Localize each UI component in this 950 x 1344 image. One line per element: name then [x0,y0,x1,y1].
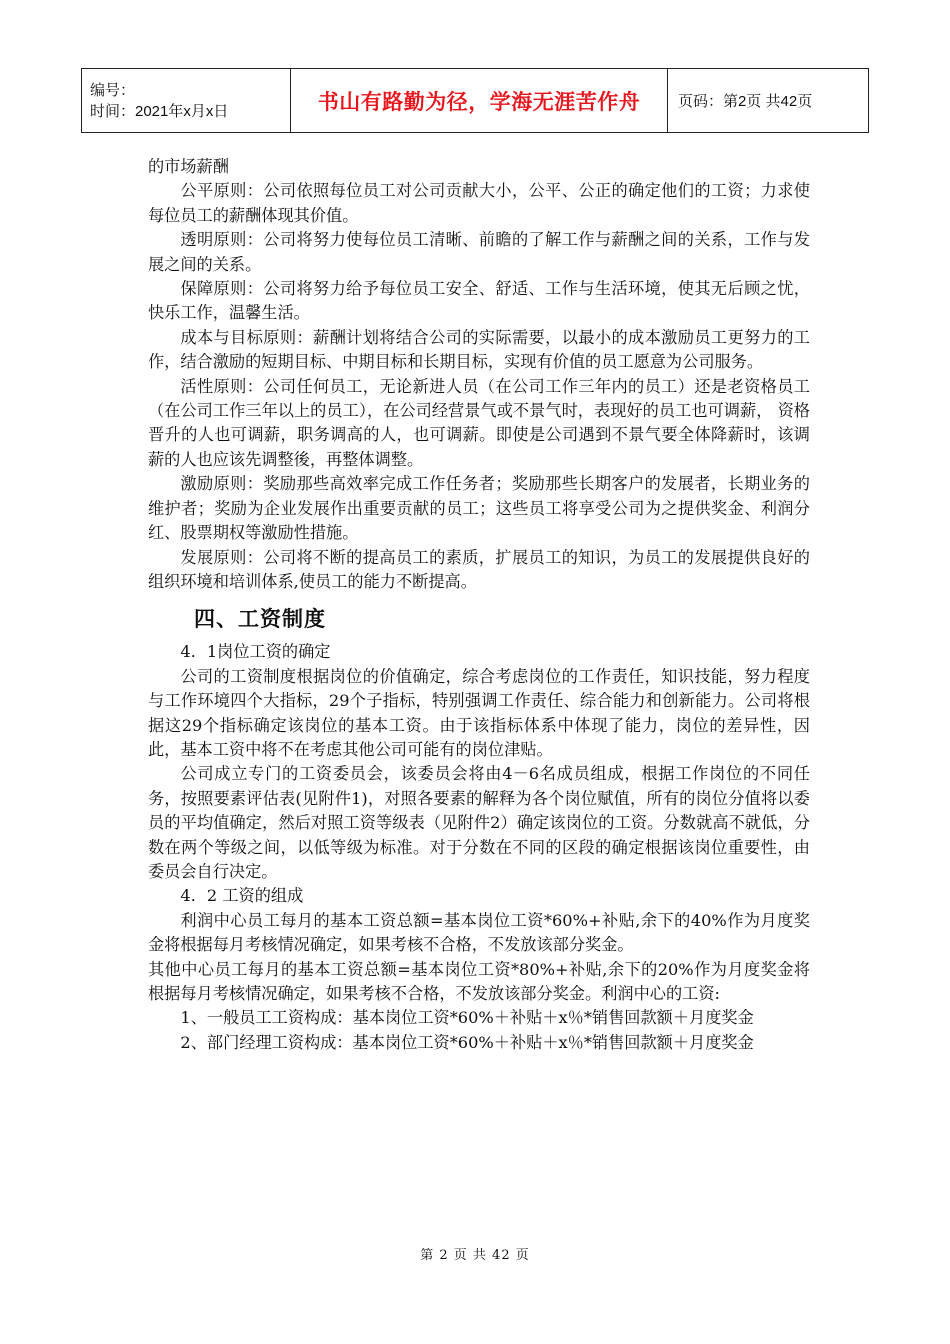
page-footer: 第 2 页 共 42 页 [420,1248,530,1263]
paragraph: 成本与目标原则：薪酬计划将结合公司的实际需要，以最小的成本激励员工更努力的工作，结合激励的短期目标、中期目标和长期目标，实现有价值的员工愿意为公司服务。 [148,327,810,372]
paragraph: 公司成立专门的工资委员会，该委员会将由4－6名成员组成，根据工作岗位的不同任务，按照要素评估表(见附件1)，对照各要素的解释为各个岗位赋值，所有的岗位分值将以委员的平均值确定，然后对照工资等级表（见附件2）确定该岗位的工资。分数就高不就低，分数在两个等级之间，以低等级为标准。对于分数在不同的区段的确定根据该岗位重要性，由委员会自行决定。 [148,764,810,881]
document-number-label: 编号： [90,81,136,99]
paragraph: 活性原则：公司任何员工，无论新进人员（在公司工作三年内的员工）还是老资格员工（在公司工作三年以上的员工），在公司经营景气或不景气时，表现好的员工也可调薪， 资格晋升的人也可调薪，职务调高的人，也可调薪。即使是公司遇到不景气要全体降薪时，该调薪的人也应该先调整後，再整体调整。 [148,376,810,469]
document-body [148,155,810,1055]
paragraph: 公司的工资制度根据岗位的价值确定，综合考虑岗位的工作责任，知识技能，努力程度与工作环境四个大指标，29个子指标，特别强调工作责任、综合能力和创新能力。公司将根据这29个指标确定该岗位的基本工资。由于该指标体系中体现了能力，岗位的差异性，因此，基本工资中将不在考虑其他公司可能有的岗位津贴。 [148,666,810,759]
document-date-label: 时间：2021年x月x日 [90,102,229,120]
subsection-heading: 4．2 工资的组成 [180,886,304,906]
header-page-label: 页码：第2页 共42页 [668,69,869,133]
paragraph: 1、一般员工工资构成：基本岗位工资*60%＋补贴＋x％*销售回款额＋月度奖金 [180,1008,754,1028]
header-motto: 书山有路勤为径，学海无涯苦作舟 [291,69,668,133]
section-heading: 四、工资制度 [194,607,326,632]
subsection-heading: 4．1岗位工资的确定 [180,642,331,662]
paragraph: 透明原则：公司将努力使每位员工清晰、前瞻的了解工作与薪酬之间的关系，工作与发展之间的关系。 [148,230,810,274]
document-header [81,68,869,133]
paragraph: 其他中心员工每月的基本工资总额=基本岗位工资*80%+补贴,余下的20%作为月度奖金将根据每月考核情况确定，如果考核不合格，不发放该部分奖金。利润中心的工资: [148,959,810,1003]
paragraph: 的市场薪酬 [148,157,229,176]
header-meta-cell [82,69,291,133]
paragraph: 激励原则：奖励那些高效率完成工作任务者；奖励那些长期客户的发展者，长期业务的维护者；奖励为企业发展作出重要贡献的员工；这些员工将享受公司为之提供奖金、利润分红、股票期权等激励性措施。 [148,474,810,543]
paragraph: 2、部门经理工资构成：基本岗位工资*60%＋补贴＋x％*销售回款额＋月度奖金 [180,1032,754,1052]
paragraph: 利润中心员工每月的基本工资总额=基本岗位工资*60%+补贴,余下的40%作为月度奖金将根据每月考核情况确定，如果考核不合格，不发放该部分奖金。 [148,910,810,955]
paragraph: 发展原则：公司将不断的提高员工的素质，扩展员工的知识，为员工的发展提供良好的组织环境和培训体系,使员工的能力不断提高。 [148,547,810,591]
paragraph: 公平原则：公司依照每位员工对公司贡献大小，公平、公正的确定他们的工资；力求使每位员工的薪酬体现其价值。 [148,181,810,225]
paragraph: 保障原则：公司将努力给予每位员工安全、舒适、工作与生活环境，使其无后顾之忧，快乐工作，温馨生活。 [148,279,810,323]
